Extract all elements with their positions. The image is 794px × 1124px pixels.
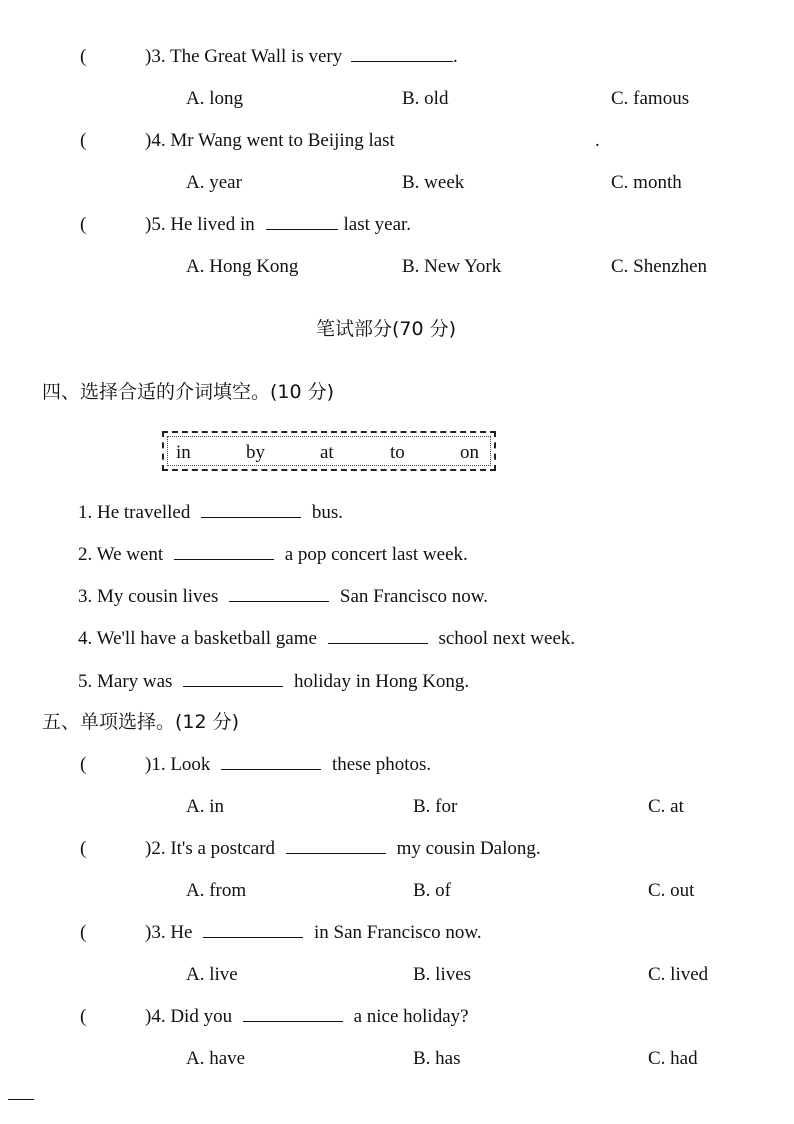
- question-number: )4.: [145, 130, 166, 151]
- stem-after: my cousin Dalong.: [396, 838, 541, 859]
- stem-after: a nice holiday?: [353, 1006, 469, 1027]
- question-text: [145, 45, 458, 69]
- stem-after: these photos.: [331, 754, 432, 775]
- option-c: C. had: [648, 1048, 698, 1069]
- stem-after: holiday in Hong Kong.: [293, 671, 470, 692]
- option-c: C. Shenzhen: [611, 256, 708, 277]
- answer-blank[interactable]: [328, 627, 428, 644]
- answer-blank[interactable]: [203, 921, 303, 938]
- question-text: [145, 837, 541, 861]
- answer-paren: (: [80, 130, 87, 151]
- stem-after: .: [452, 46, 458, 67]
- option-a: A. in: [186, 796, 224, 817]
- section-4-title: 四、选择合适的介词填空。(10 分): [42, 381, 335, 403]
- answer-paren: (: [80, 1006, 87, 1027]
- question-number: )2.: [145, 838, 166, 859]
- stem-after: last year.: [343, 214, 412, 235]
- stem-before: It's a postcard: [170, 838, 276, 859]
- word-option: by: [246, 442, 265, 463]
- answer-paren: (: [80, 46, 87, 67]
- word-option: at: [320, 442, 334, 463]
- written-part-title: 笔试部分(70 分): [316, 318, 457, 340]
- stem-after: school next week.: [438, 628, 576, 649]
- option-b: B. week: [402, 172, 465, 193]
- stem-before: 5. Mary was: [78, 671, 173, 692]
- option-b: B. for: [413, 796, 458, 817]
- option-b: B. has: [413, 1048, 461, 1069]
- option-b: B. old: [402, 88, 449, 109]
- stem-before: 4. We'll have a basketball game: [78, 628, 317, 649]
- option-a: A. Hong Kong: [186, 256, 299, 277]
- answer-paren: (: [80, 214, 87, 235]
- stem-before: 3. My cousin lives: [78, 586, 219, 607]
- option-b: B. lives: [413, 964, 472, 985]
- option-a: A. have: [186, 1048, 246, 1069]
- page-footer-rule: [8, 1099, 34, 1100]
- option-b: B. of: [413, 880, 451, 901]
- stem-after: in San Francisco now.: [313, 922, 482, 943]
- stem-before: Look: [170, 754, 211, 775]
- option-a: A. from: [186, 880, 247, 901]
- option-b: B. New York: [402, 256, 502, 277]
- question-number: )3.: [145, 922, 166, 943]
- question-text: [145, 129, 395, 153]
- option-c: C. lived: [648, 964, 709, 985]
- answer-blank[interactable]: [201, 501, 301, 518]
- answer-paren: (: [80, 838, 87, 859]
- option-a: A. live: [186, 964, 238, 985]
- answer-paren: (: [80, 922, 87, 943]
- option-c: C. at: [648, 796, 684, 817]
- fill-item: [78, 670, 469, 694]
- word-option: in: [176, 442, 191, 463]
- option-c: C. famous: [611, 88, 690, 109]
- answer-blank[interactable]: [243, 1005, 343, 1022]
- stem-before: 1. He travelled: [78, 502, 191, 523]
- question-number: )4.: [145, 1006, 166, 1027]
- answer-blank[interactable]: [183, 670, 283, 687]
- fill-item: [78, 501, 343, 525]
- answer-blank[interactable]: [174, 543, 274, 560]
- answer-paren: (: [80, 754, 87, 775]
- answer-blank[interactable]: [266, 213, 338, 230]
- question-text: [145, 1005, 469, 1029]
- answer-blank[interactable]: [229, 585, 329, 602]
- fill-item: [78, 627, 575, 651]
- stem-before: He: [170, 922, 193, 943]
- answer-blank[interactable]: [221, 753, 321, 770]
- option-a: A. year: [186, 172, 242, 193]
- stem-before: He lived in: [170, 214, 255, 235]
- stem-before: 2. We went: [78, 544, 164, 565]
- question-number: )3.: [145, 46, 166, 67]
- stem-before: Mr Wang went to Beijing last: [170, 130, 395, 151]
- answer-blank[interactable]: [351, 45, 453, 62]
- fill-item: [78, 585, 488, 609]
- option-a: A. long: [186, 88, 243, 109]
- answer-blank[interactable]: [286, 837, 386, 854]
- word-option: on: [460, 442, 479, 463]
- stem-after: San Francisco now.: [339, 586, 488, 607]
- question-text: [145, 213, 411, 237]
- stem-before: The Great Wall is very: [170, 46, 343, 67]
- stem-after: a pop concert last week.: [284, 544, 468, 565]
- stem-before: Did you: [170, 1006, 233, 1027]
- option-c: C. month: [611, 172, 682, 193]
- option-c: C. out: [648, 880, 695, 901]
- question-text: [145, 753, 431, 777]
- question-number: )5.: [145, 214, 166, 235]
- section-5-title: 五、单项选择。(12 分): [42, 711, 240, 733]
- question-number: )1.: [145, 754, 166, 775]
- question-text: [145, 921, 482, 945]
- word-option: to: [390, 442, 405, 463]
- stem-after: bus.: [311, 502, 344, 523]
- stem-after: .: [595, 130, 600, 151]
- fill-item: [78, 543, 468, 567]
